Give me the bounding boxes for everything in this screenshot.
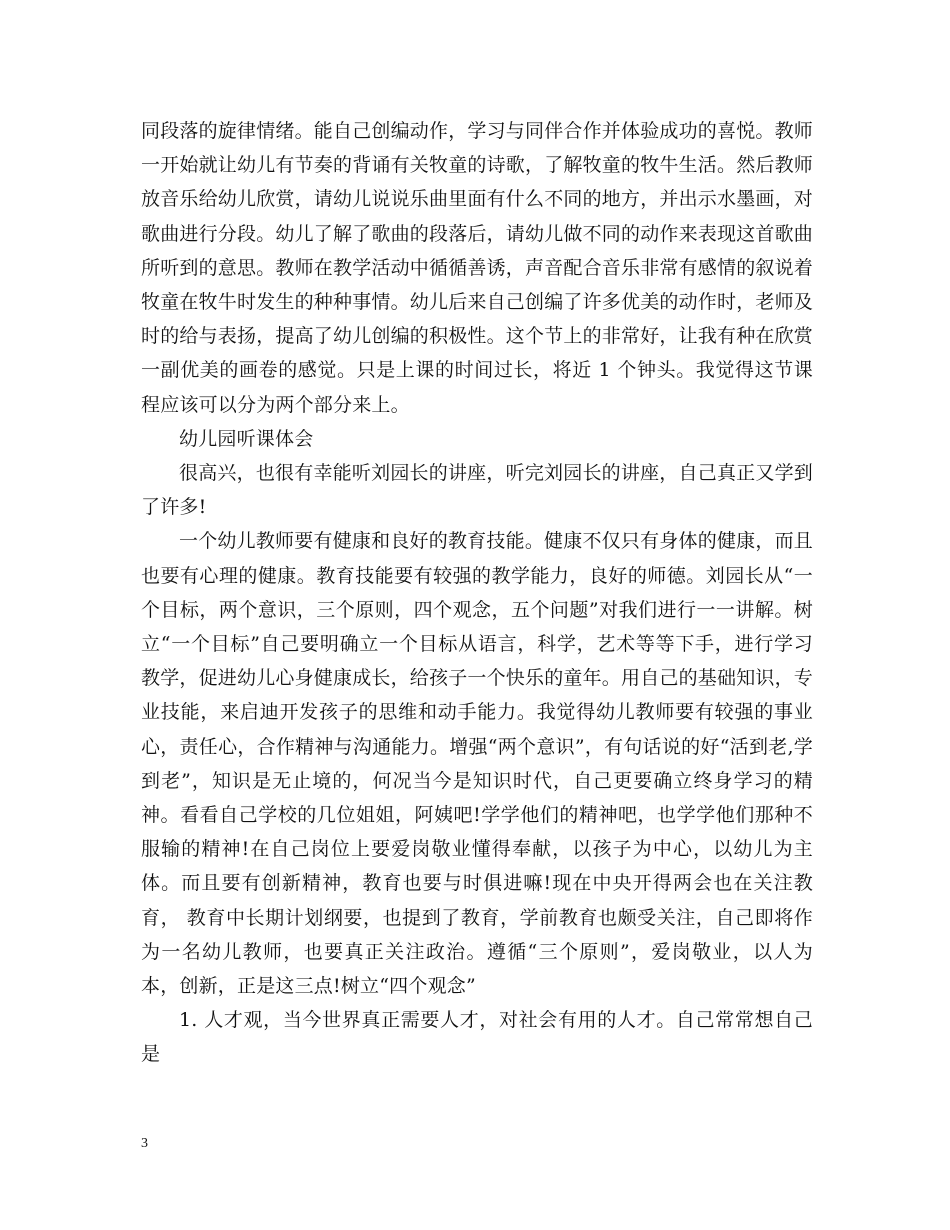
page-number: 3 bbox=[141, 1136, 148, 1151]
paragraph-4: 1. 人才观，当今世界真正需要人才，对社会有用的人才。自己常常想自己是 bbox=[141, 1009, 813, 1066]
document-body bbox=[141, 114, 813, 1072]
paragraph-1: 同段落的旋律情绪。能自己创编动作，学习与同伴合作并体验成功的喜悦。教师一开始就让幼儿有节奏的背诵有关牧童的诗歌，了解牧童的牧牛生活。然后教师放音乐给幼儿欣赏，请幼儿说说乐曲里面有什么不同的地方，并出示水墨画，对歌曲进行分段。幼儿了解了歌曲的段落后，请幼儿做不同的动作来表现这首歌曲所听到的意思。教师在教学活动中循循善诱，声音配合音乐非常有感情的叙说着牧童在牧牛时发生的种种事情。幼儿后来自己创编了许多优美的动作时，老师及时的给与表扬，提高了幼儿创编的积极性。这个节上的非常好，让我有种在欣赏一副优美的画卷的感觉。只是上课的时间过长，将近 1 个钟头。我觉得这节课程应该可以分为两个部分来上。 bbox=[141, 120, 814, 416]
section-heading: 幼儿园听课体会 bbox=[179, 427, 314, 450]
paragraph-2: 很高兴，也很有幸能听刘园长的讲座，听完刘园长的讲座，自己真正又学到了许多! bbox=[141, 462, 813, 519]
paragraph-3: 一个幼儿教师要有健康和良好的教育技能。健康不仅只有身体的健康，而且也要有心理的健康。教育技能要有较强的教学能力，良好的师德。刘园长从“一个目标，两个意识，三个原则，四个观念，五个问题”对我们进行一一讲解。树立“一个目标”自己要明确立一个目标从语言，科学，艺术等等下手，进行学习教学，促进幼儿心身健康成长，给孩子一个快乐的童年。用自己的基础知识，专业技能，来启迪开发孩子的思维和动手能力。我觉得幼儿教师要有较强的事业心，责任心，合作精神与沟通能力。增强“两个意识”，有句话说的好“活到老,学到老”，知识是无止境的，何况当今是知识时代，自己更要确立终身学习的精神。看看自己学校的几位姐姐，阿姨吧!学学他们的精神吧，也学学他们那种不服输的精神!在自己岗位上要爱岗敬业懂得奉献，以孩子为中心，以幼儿为主体。而且要有创新精神，教育也要与时俱进嘛!现在中央开得两会也在关注教育， 教育中长期计划纲要，也提到了教育，学前教育也颇受关注，自己即将作为一名幼儿教师，也要真正关注政治。遵循“三个原则”，爱岗敬业，以人为本，创新，正是这三点!树立“四个观念” bbox=[141, 530, 814, 998]
